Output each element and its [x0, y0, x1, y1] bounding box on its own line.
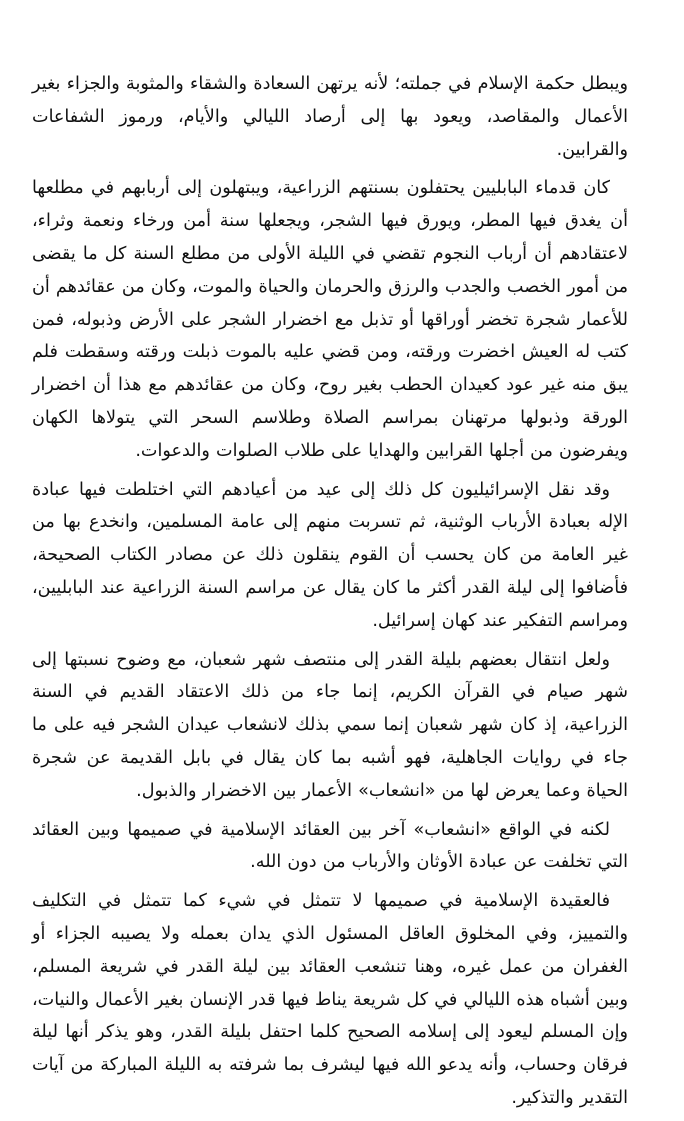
document-page — [32, 68, 628, 1121]
paragraph: كان قدماء البابليين يحتفلون بسنتهم الزراعية، ويبتهلون إلى أربابهم في مطلعها أن يغدق فيها المطر، ويورق فيها الشجر، ويجعلها سنة أمن ورخاء ونعمة وثراء، لاعتقادهم أن أرباب النجوم تقضي في الليلة الأولى من مطلع السنة كل ما يقضى من أمور الخصب والجدب والرزق والحرمان والحياة والموت، وكان من عقائدهم أن للأعمار شجرة تخضر أوراقها أو تذبل مع اخضرار الشجر على الأرض وذبوله، فمن كتب له العيش اخضرت ورقته، ومن قضي عليه بالموت ذبلت ورقته وسقطت فلم يبق منه غير عود كعيدان الحطب بغير روح، وكان من عقائدهم مع هذا أن اخضرار الورقة وذبولها مرتهنان بمراسم الصلاة وطلاسم السحر التي يتولاها الكهان ويفرضون من أجلها القرابين والهدايا على طلاب الصلوات والدعوات. — [32, 178, 628, 461]
paragraph: لكنه في الواقع «انشعاب» آخر بين العقائد الإسلامية في صميمها وبين العقائد التي تخلفت عن عبادة الأوثان والأرباب من دون الله. — [32, 819, 628, 873]
paragraph: ويبطل حكمة الإسلام في جملته؛ لأنه يرتهن السعادة والشقاء والمثوبة والجزاء بغير الأعمال والمقاصد، ويعود بها إلى أرصاد الليالي والأيام، ورموز الشفاعات والقرابين. — [32, 74, 628, 160]
paragraph: فالعقيدة الإسلامية في صميمها لا تتمثل في شيء كما تتمثل في التكليف والتمييز، وفي المخلوق العاقل المسئول الذي يدان بعمله ولا يصيبه الجزاء أو الغفران من عمل غيره، وهنا تنشعب العقائد بين ليلة القدر في شريعة المسلم، وبين أشباه هذه الليالي في كل شريعة يناط فيها قدر الإنسان بغير الأعمال والنيات، وإن المسلم ليعود إلى إسلامه الصحيح كلما احتفل بليلة القدر، وهو يذكر أنها ليلة فرقان وحساب، وأنه يدعو الله فيها ليشرف بما شرفته به الليلة المباركة من آيات التقدير والتذكير. — [32, 891, 628, 1108]
paragraph: ولعل انتقال بعضهم بليلة القدر إلى منتصف شهر شعبان، مع وضوح نسبتها إلى شهر صيام في القرآن الكريم، إنما جاء من ذلك الاعتقاد القديم في السنة الزراعية، إذ كان شهر شعبان إنما سمي بذلك لانشعاب عيدان الشجر فيه على ما جاء في روايات الجاهلية، فهو أشبه بما كان يقال في بابل القديمة عن شجرة الحياة وعما يعرض لها من «انشعاب» الأعمار بين الاخضرار والذبول. — [32, 649, 628, 801]
paragraph: وقد نقل الإسرائيليون كل ذلك إلى عيد من أعيادهم التي اختلطت فيها عبادة الإله بعبادة الأرباب الوثنية، ثم تسربت منهم إلى عامة المسلمين، وانخدع بها من غير العامة من كان يحسب أن القوم ينقلون ذلك عن مصادر الكتاب الصحيحة، فأضافوا إلى ليلة القدر أكثر ما كان يقال عن مراسم السنة الزراعية عند البابليين، ومراسم التفكير عند كهان إسرائيل. — [32, 479, 628, 631]
